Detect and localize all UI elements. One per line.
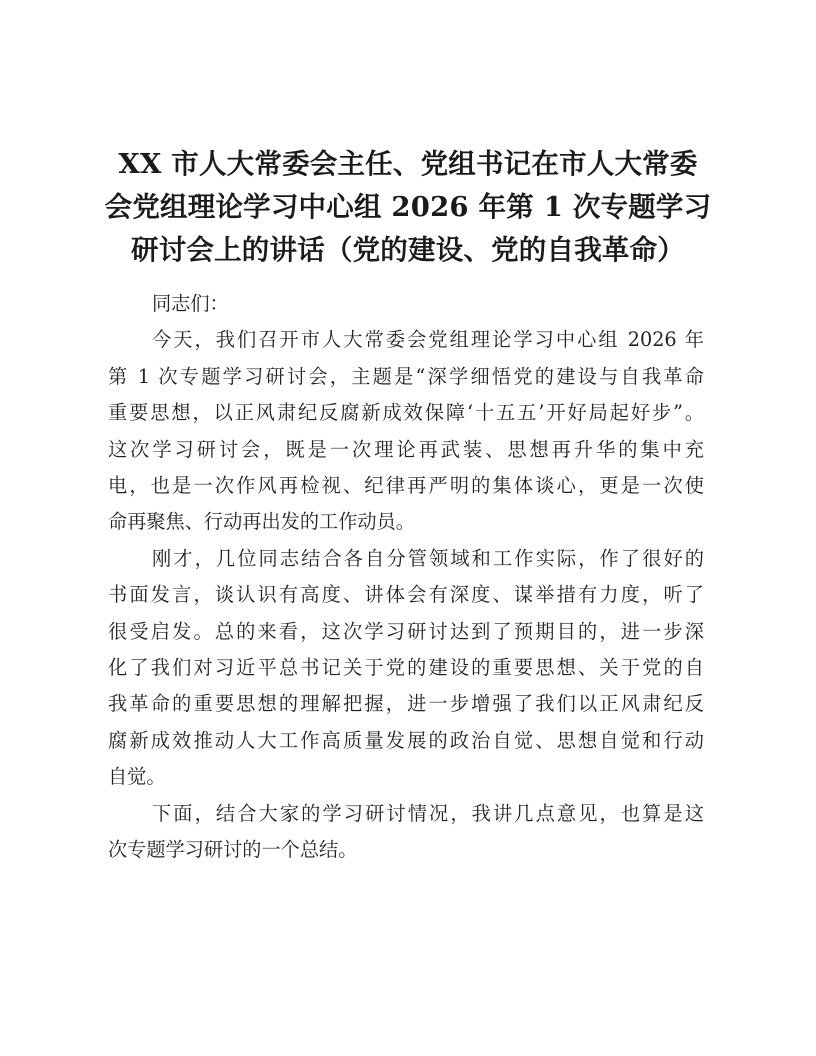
paragraph-line: 电，也是一次作风再检视、纪律再严明的集体谈心，更是一次使 [108,474,704,498]
paragraph [108,322,704,540]
paragraph-line: 书面发言，谈认识有高度、讲体会有深度、谋举措有力度，听了 [108,583,704,607]
title-line: XX 市人大常委会主任、党组书记在市人大常委 [118,148,698,180]
paragraph-line: 这次学习研讨会，既是一次理论再武装、思想再升华的集中充 [108,437,704,461]
title-line: 会党组理论学习中心组 2026 年第 1 次专题学习 [104,191,712,223]
paragraph-line: 今天，我们召开市人大常委会党组理论学习中心组 2026 年 [152,328,704,352]
paragraph [108,796,704,869]
document-title [100,143,716,272]
paragraph [108,541,704,796]
document-body [108,286,704,869]
paragraph-line: 重要思想，以正风肃纪反腐新成效保障‘十五五’开好局起好步”。 [108,401,704,425]
paragraph-line: 下面，结合大家的学习研讨情况，我讲几点意见，也算是这 [152,801,704,825]
paragraph-line: 腐新成效推动人大工作高质量发展的政治自觉、思想自觉和行动 [108,728,704,752]
paragraph-line: 刚才，几位同志结合各自分管领域和工作实际，作了很好的 [152,546,704,570]
paragraph-line: 自觉。 [108,765,166,789]
title-line: 研讨会上的讲话（党的建设、党的自我革命） [131,234,685,266]
salutation: 同志们： [152,292,229,315]
paragraph-line: 很受启发。总的来看，这次学习研讨达到了预期目的，进一步深 [108,619,704,643]
paragraph-line: 化了我们对习近平总书记关于党的建设的重要思想、关于党的自 [108,656,704,680]
paragraph-line: 次专题学习研讨的一个总结。 [108,838,358,862]
paragraph-line: 我革命的重要思想的理解把握，进一步增强了我们以正风肃纪反 [108,692,704,716]
paragraph-line: 第 1 次专题学习研讨会，主题是“深学细悟党的建设与自我革命 [108,364,704,388]
paragraph-line: 命再聚焦、行动再出发的工作动员。 [108,510,415,534]
